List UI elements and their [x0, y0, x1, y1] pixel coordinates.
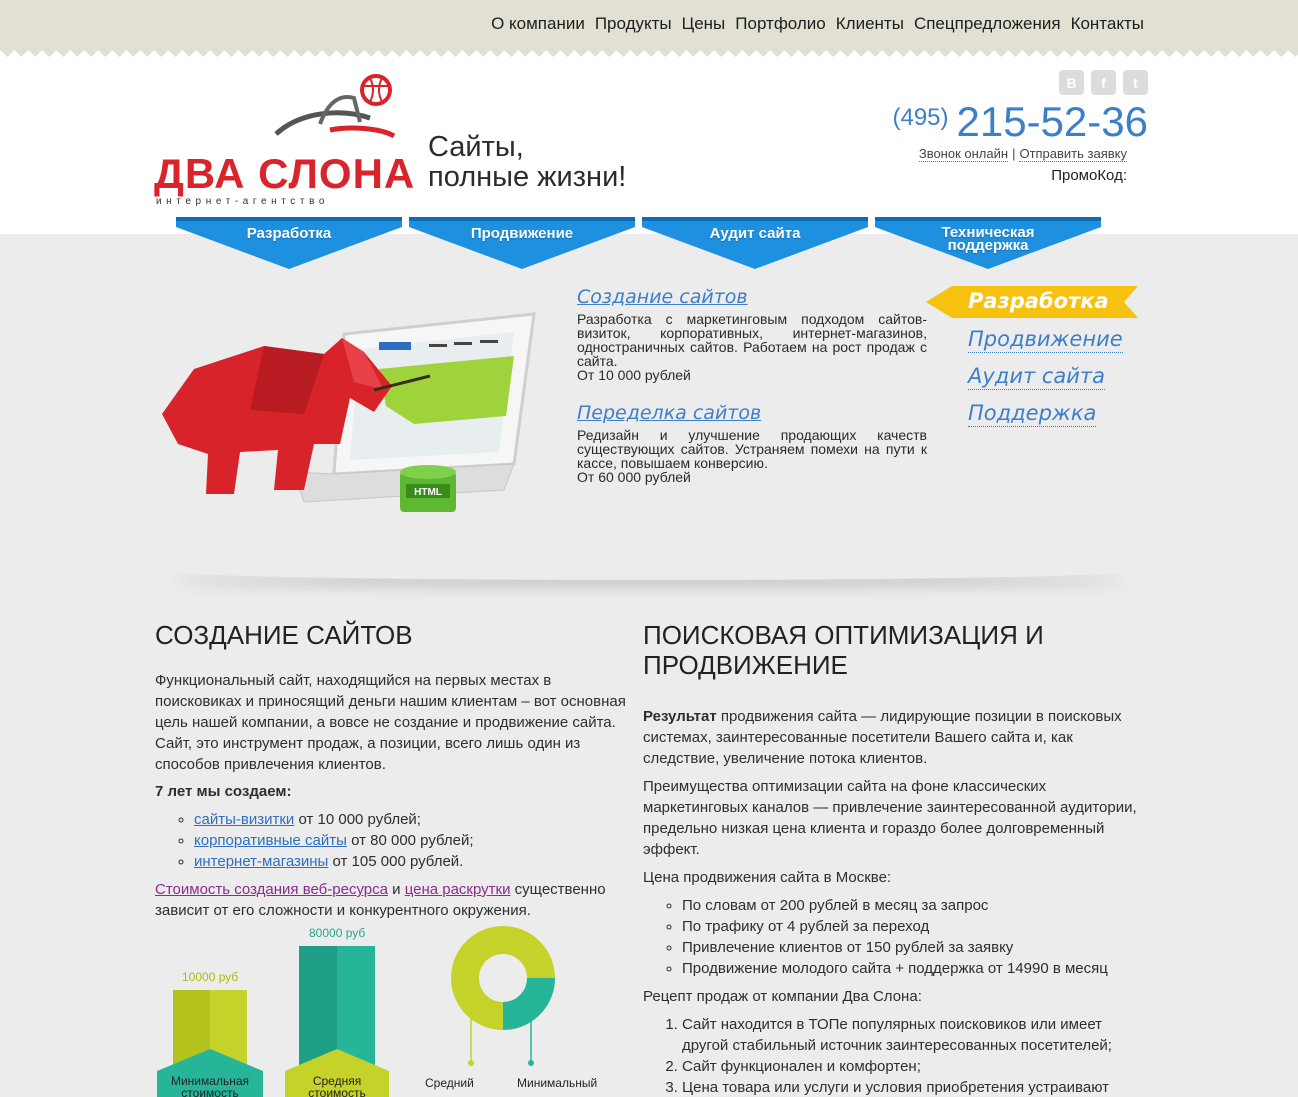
online-stores-link[interactable]: интернет-магазины: [194, 853, 329, 870]
cost-paragraph: [155, 879, 633, 921]
phone-number[interactable]: [892, 98, 1148, 146]
logo[interactable]: [152, 72, 416, 207]
promotion-price-link[interactable]: цена раскрутки: [404, 881, 511, 898]
and-text: и: [387, 881, 405, 898]
tab-tech-support[interactable]: [875, 217, 1101, 271]
facebook-icon[interactable]: f: [1091, 70, 1116, 95]
side-menu-item-development-active[interactable]: [926, 286, 1138, 318]
bar1-caption-line-1: Минимальная: [170, 1074, 249, 1088]
bar1-caption-line-2: стоимость: [181, 1086, 239, 1097]
vk-icon[interactable]: В: [1059, 70, 1084, 95]
hero-shadow: [170, 562, 1130, 580]
site-header: [0, 64, 1298, 234]
section-title-line-2: ПРОДВИЖЕНИЕ: [643, 650, 848, 680]
nav-contacts[interactable]: Контакты: [1070, 14, 1144, 33]
legend-average: Средний: [425, 1076, 474, 1090]
hero-side-menu: [926, 286, 1146, 429]
hero-item-text: Редизайн и улучшение продающих качеств существующих сайтов. Устраняем помехи на пути к кассе, повышаем конверсию.: [577, 427, 927, 471]
section-intro: Функциональный сайт, находящийся на первых местах в поисковиках и приносящий деньги нашим клиентам – вот основная цель нашей компании, а вовсе не создание и продвижение сайта. Сайт, это инструмент продаж, а позиции, всего лишь один из способов привлечения клиентов.: [155, 672, 626, 773]
bar2-caption-line-2: стоимость: [308, 1086, 366, 1097]
origami-elephant-laptop-illustration: [154, 294, 554, 524]
side-menu-item-audit[interactable]: Аудит сайта: [968, 364, 1106, 388]
send-request-link[interactable]: Отправить заявку: [1019, 146, 1127, 161]
hero-item-title[interactable]: Создание сайтов: [577, 286, 748, 308]
list-item: ◦ По словам от 200 рублей в месяц за запрос: [682, 895, 1143, 916]
list-item: 1. Сайт находится в ТОПе популярных поисковиков или имеет другой стабильный источник заинтересованных посетителей;: [682, 1014, 1143, 1056]
result-bold: Результат: [643, 708, 717, 725]
zigzag-divider: [0, 50, 1298, 64]
result-paragraph: [643, 706, 1143, 769]
recipe-heading: Рецепт продаж от компании Два Слона:: [643, 988, 922, 1005]
list-item: 2. Сайт функционален и комфортен;: [682, 1056, 1143, 1077]
hero-item-price: От 60 000 рублей: [577, 469, 691, 485]
phone-code: (495): [892, 104, 949, 131]
html-badge: HTML: [414, 487, 442, 498]
list-item-text: от 80 000 рублей;: [346, 832, 474, 849]
bar1-caption: [165, 1075, 255, 1097]
bar1-value-label: 10000 руб: [182, 970, 239, 984]
bar2-value-label: 80000 руб: [309, 926, 366, 940]
logo-name: ДВА СЛОНА: [154, 150, 416, 197]
slogan-line-1: Сайты,: [428, 131, 524, 163]
tab-site-audit[interactable]: [642, 217, 868, 271]
list-item: ◦ По трафику от 4 рублей за переход: [682, 916, 1143, 937]
moscow-price-heading: Цена продвижения сайта в Москве:: [643, 869, 892, 886]
legend-minimal: Минимальный: [517, 1076, 598, 1090]
section-title: [643, 620, 1143, 680]
hero-item-site-redesign: [577, 402, 927, 484]
top-navigation: [491, 14, 1144, 34]
promotion-price-list: [643, 895, 1143, 979]
bar2-caption-line-1: Средняя: [312, 1074, 362, 1088]
call-online-link[interactable]: Звонок онлайн: [918, 146, 1009, 161]
section-title-line-1: ПОИСКОВАЯ ОПТИМИЗАЦИЯ И: [643, 620, 1044, 650]
list-item: [194, 809, 633, 830]
tab-promotion[interactable]: [409, 217, 635, 271]
logo-subtitle: интернет-агентство: [156, 196, 330, 207]
list-item: ◦ Привлечение клиентов от 150 рублей за заявку: [682, 937, 1143, 958]
bar2-caption: [292, 1075, 382, 1097]
social-links: [1059, 70, 1148, 95]
result-text: продвижения сайта — лидирующие позиции в поисковых системах, заинтересованные посетители Вашего сайта и, как следствие, увеличение потока клиентов.: [643, 708, 1122, 767]
nav-special-offers[interactable]: Спецпредложения: [913, 14, 1061, 33]
sales-recipe-list: [643, 1014, 1143, 1097]
cost-rest-text: существенно зависит от его сложности и конкурентного окружения.: [155, 881, 606, 919]
tab-label: Продвижение: [470, 225, 574, 242]
section-title: СОЗДАНИЕ САЙТОВ: [155, 620, 413, 650]
slogan: [428, 132, 626, 192]
site-types-list: [155, 809, 633, 872]
list-item: ◦ Продвижение молодого сайта + поддержка от 14990 в месяц: [682, 958, 1143, 979]
hero-item-site-creation: [577, 286, 927, 382]
business-card-sites-link[interactable]: сайты-визитки: [194, 811, 295, 828]
list-item: [194, 830, 633, 851]
years-text: 7 лет мы создаем:: [155, 783, 292, 800]
tab-label: Разработка: [246, 225, 332, 242]
nav-products[interactable]: Продукты: [594, 14, 672, 33]
hero-item-text: Разработка с маркетинговым подходом сайтов-визиток, корпоративных, интернет-магазинов, одностраничных сайтов. Работаем на рост продаж с сайта.: [577, 311, 927, 369]
nav-about[interactable]: О компании: [491, 14, 585, 33]
seo-section: [643, 620, 1143, 1097]
elephant-globe-logo-icon: [270, 72, 400, 152]
site-creation-section: [155, 620, 633, 928]
price-infographic: [155, 925, 615, 1097]
nav-clients[interactable]: Клиенты: [835, 14, 904, 33]
tab-label: Аудит сайта: [709, 225, 801, 242]
price-bars-graphic: [155, 925, 615, 1097]
twitter-icon[interactable]: t: [1123, 70, 1148, 95]
list-item: 3. Цена товара или услуги и условия приобретения устраивают: [682, 1077, 1143, 1097]
list-item-text: от 105 000 рублей.: [328, 853, 464, 870]
promo-code-label: ПромоКод:: [1051, 167, 1127, 184]
nav-prices[interactable]: Цены: [681, 14, 726, 33]
advantages-paragraph: Преимущества оптимизации сайта на фоне классических маркетинговых каналов — привлечение заинтересованной аудитории, предельно низкая цена клиента и гораздо более долговременный эффект.: [643, 778, 1137, 858]
slogan-line-2: полные жизни!: [428, 161, 627, 193]
contact-links: [919, 146, 1127, 161]
nav-portfolio[interactable]: Портфолио: [735, 14, 826, 33]
tab-label-line-2: поддержка: [947, 237, 1029, 254]
side-menu-label: Разработка: [968, 289, 1109, 313]
hero-item-price: От 10 000 рублей: [577, 367, 691, 383]
list-item: [194, 851, 633, 872]
hero-section: [150, 234, 1150, 568]
link-separator: |: [1012, 146, 1016, 161]
service-tabs: [176, 217, 1106, 273]
web-resource-cost-link[interactable]: Стоимость создания веб-ресурса: [155, 881, 388, 898]
phone-digits: 215-52-36: [956, 98, 1148, 145]
tab-development[interactable]: [176, 217, 402, 271]
tab-label-line-1: Техническая: [941, 224, 1035, 241]
corporate-sites-link[interactable]: корпоративные сайты: [194, 832, 347, 849]
list-item-text: от 10 000 рублей;: [294, 811, 421, 828]
years-heading: [155, 781, 633, 802]
side-menu-item-promotion[interactable]: Продвижение: [968, 327, 1123, 351]
side-menu-item-support[interactable]: Поддержка: [968, 401, 1097, 425]
hero-item-title[interactable]: Переделка сайтов: [577, 402, 762, 424]
